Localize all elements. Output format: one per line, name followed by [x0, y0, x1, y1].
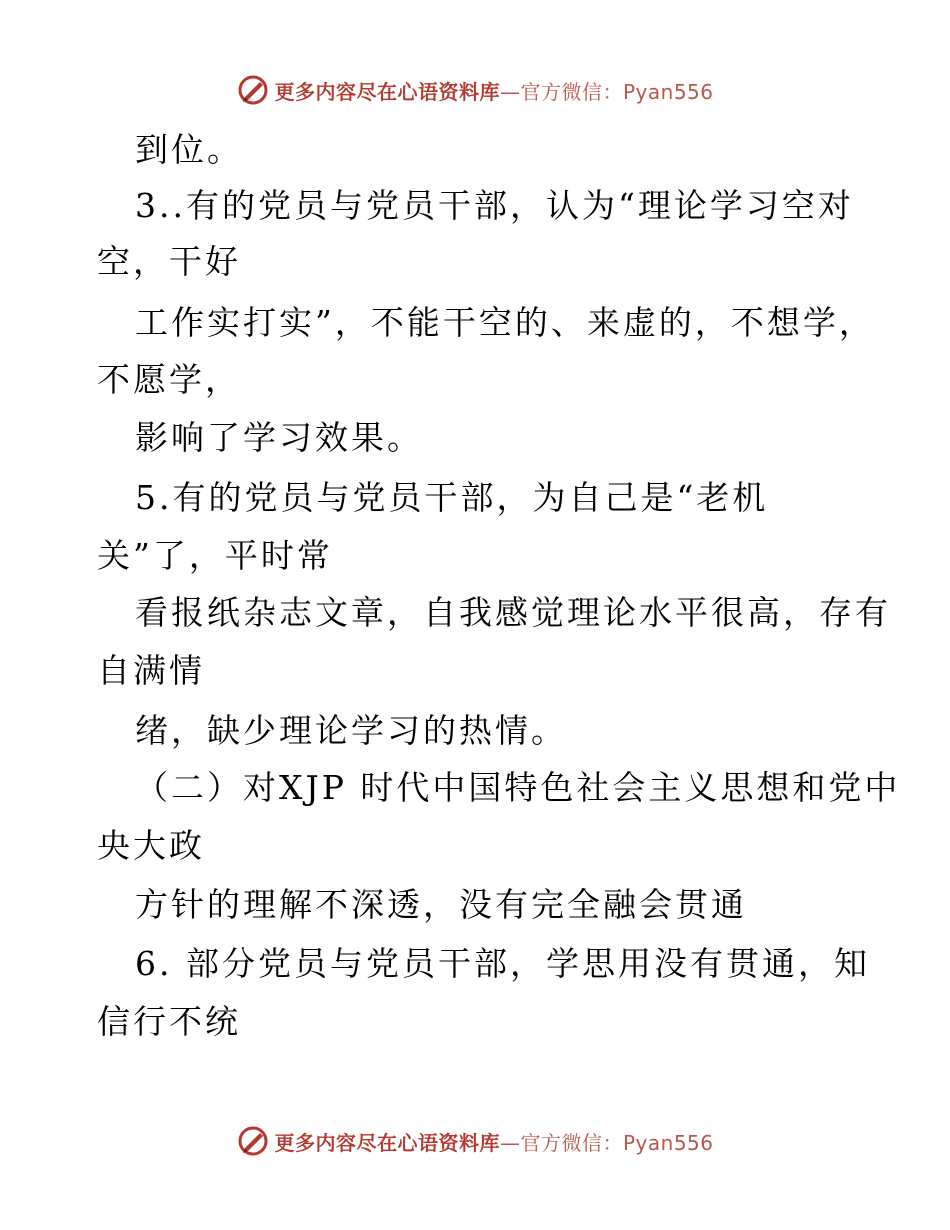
banner-brand: 更多内容尽在心语资料库 — [274, 1130, 500, 1155]
footer-banner — [0, 1121, 950, 1161]
text-line: 看报纸杂志文章，自我感觉理论水平很高，存有 — [135, 593, 891, 632]
text-line: 央大政 — [97, 826, 205, 865]
text-line: 影响了学习效果。 — [135, 418, 423, 457]
banner-wechat-label: 官方微信： — [520, 79, 623, 104]
text-line: 绪，缺少理论学习的热情。 — [135, 711, 567, 750]
banner-dash: — — [499, 1130, 521, 1155]
text-line: 关”了，平时常 — [97, 536, 333, 575]
banner-dash: — — [499, 79, 521, 104]
text-line: 6. 部分党员与党员干部，学思用没有贯通，知 — [135, 944, 870, 983]
banner-wechat-label: 官方微信： — [520, 1130, 623, 1155]
text-line: 5.有的党员与党员干部，为自己是“老机 — [135, 478, 769, 517]
pen-logo-icon — [236, 1124, 270, 1158]
text-line: 不愿学， — [97, 360, 241, 399]
text-line: 信行不统 — [97, 1002, 241, 1041]
text-line: 工作实打实”，不能干空的、来虚的，不想学， — [135, 303, 875, 342]
text-line: 方针的理解不深透，没有完全融会贯通 — [135, 885, 747, 924]
banner-brand: 更多内容尽在心语资料库 — [274, 79, 500, 104]
banner-wechat-id: Pyan556 — [622, 1130, 714, 1155]
pen-logo-icon — [236, 73, 270, 107]
text-line: （二）对XJP 时代中国特色社会主义思想和党中 — [135, 768, 901, 807]
text-line: 空，干好 — [97, 242, 241, 281]
banner-wechat-id: Pyan556 — [622, 79, 714, 104]
text-line: 到位。 — [135, 130, 243, 169]
text-line: 自满情 — [97, 651, 205, 690]
header-banner — [0, 70, 950, 110]
text-line: 3..有的党员与党员干部，认为“理论学习空对 — [135, 186, 854, 225]
